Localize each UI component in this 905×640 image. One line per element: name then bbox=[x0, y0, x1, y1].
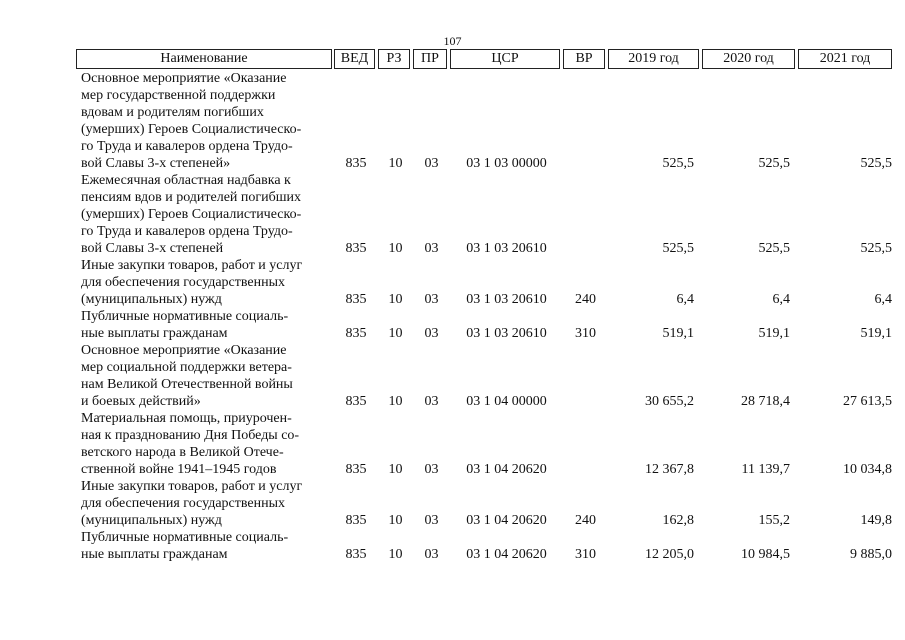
row-pr: 03 bbox=[424, 547, 439, 562]
row-name-line: для обеспечения государственных bbox=[81, 496, 285, 511]
col-header-rz: РЗ bbox=[378, 49, 410, 69]
table-row bbox=[76, 342, 892, 410]
row-name bbox=[76, 308, 334, 342]
row-name-line: Материальная помощь, приурочен- bbox=[81, 411, 292, 426]
row-csr: 03 1 03 20610 bbox=[466, 292, 547, 307]
row-value-2019: 12 367,8 bbox=[645, 462, 694, 477]
row-name bbox=[76, 478, 334, 529]
row-pr: 03 bbox=[424, 462, 439, 477]
row-ved: 835 bbox=[345, 326, 367, 341]
table-row bbox=[76, 308, 892, 342]
row-name bbox=[76, 257, 334, 308]
row-rz: 10 bbox=[388, 394, 403, 409]
col-header-name: Наименование bbox=[76, 49, 332, 69]
row-rz: 10 bbox=[388, 156, 403, 171]
row-value-2019: 12 205,0 bbox=[645, 547, 694, 562]
row-name bbox=[76, 410, 334, 478]
row-rz: 10 bbox=[388, 462, 403, 477]
row-value-2021: 6,4 bbox=[874, 292, 892, 307]
row-pr: 03 bbox=[424, 292, 439, 307]
col-header-vr: ВР bbox=[563, 49, 605, 69]
row-pr: 03 bbox=[424, 513, 439, 528]
row-value-2019: 30 655,2 bbox=[645, 394, 694, 409]
row-csr: 03 1 03 20610 bbox=[466, 326, 547, 341]
row-value-2021: 27 613,5 bbox=[843, 394, 892, 409]
row-name-line: Основное мероприятие «Оказание bbox=[81, 343, 287, 358]
row-csr: 03 1 04 20620 bbox=[466, 462, 547, 477]
row-value-2021: 525,5 bbox=[860, 241, 892, 256]
row-name-line: Публичные нормативные социаль- bbox=[81, 309, 289, 324]
row-name-line: Публичные нормативные социаль- bbox=[81, 530, 289, 545]
table-header bbox=[76, 49, 892, 69]
row-value-2020: 519,1 bbox=[758, 326, 790, 341]
row-name-line: ветского народа в Великой Отече- bbox=[81, 445, 284, 460]
row-name-line: Иные закупки товаров, работ и услуг bbox=[81, 479, 303, 494]
row-name-line: Основное мероприятие «Оказание bbox=[81, 71, 287, 86]
table-row bbox=[76, 529, 892, 563]
table-row bbox=[76, 478, 892, 529]
col-header-ved: ВЕД bbox=[334, 49, 375, 69]
col-header-pr: ПР bbox=[413, 49, 447, 69]
table-body bbox=[76, 70, 892, 563]
row-name-line: Ежемесячная областная надбавка к bbox=[81, 173, 291, 188]
row-name-line: (муниципальных) нужд bbox=[81, 292, 222, 307]
row-ved: 835 bbox=[345, 292, 367, 307]
row-value-2020: 28 718,4 bbox=[741, 394, 790, 409]
row-value-2020: 10 984,5 bbox=[741, 547, 790, 562]
row-vr: 310 bbox=[575, 326, 596, 341]
row-name bbox=[76, 172, 334, 257]
table-row bbox=[76, 410, 892, 478]
row-name-line: ная к празднованию Дня Победы со- bbox=[81, 428, 300, 443]
row-ved: 835 bbox=[345, 241, 367, 256]
table-row bbox=[76, 172, 892, 257]
row-name-line: (муниципальных) нужд bbox=[81, 513, 222, 528]
row-pr: 03 bbox=[424, 156, 439, 171]
row-value-2020: 155,2 bbox=[758, 513, 790, 528]
row-rz: 10 bbox=[388, 241, 403, 256]
row-name-line: Иные закупки товаров, работ и услуг bbox=[81, 258, 303, 273]
row-rz: 10 bbox=[388, 547, 403, 562]
row-vr: 310 bbox=[575, 547, 596, 562]
row-value-2021: 149,8 bbox=[860, 513, 892, 528]
row-name bbox=[76, 70, 334, 172]
row-pr: 03 bbox=[424, 394, 439, 409]
budget-table bbox=[76, 49, 892, 562]
col-header-csr: ЦСР bbox=[450, 49, 560, 69]
row-name-line: вой Славы 3-х степеней bbox=[81, 241, 224, 256]
col-header-2020: 2020 год bbox=[702, 49, 795, 69]
row-value-2019: 525,5 bbox=[662, 156, 694, 171]
col-header-2021: 2021 год bbox=[798, 49, 892, 69]
row-csr: 03 1 04 00000 bbox=[466, 394, 547, 409]
row-rz: 10 bbox=[388, 326, 403, 341]
row-name-line: для обеспечения государственных bbox=[81, 275, 285, 290]
row-csr: 03 1 03 00000 bbox=[466, 156, 547, 171]
row-name-line: (умерших) Героев Социалистическо- bbox=[81, 122, 302, 137]
row-value-2021: 519,1 bbox=[860, 326, 892, 341]
row-value-2019: 162,8 bbox=[662, 513, 694, 528]
row-value-2019: 519,1 bbox=[662, 326, 694, 341]
row-value-2021: 10 034,8 bbox=[843, 462, 892, 477]
row-pr: 03 bbox=[424, 326, 439, 341]
row-name-line: мер государственной поддержки bbox=[81, 88, 276, 103]
row-value-2020: 525,5 bbox=[758, 156, 790, 171]
row-value-2019: 6,4 bbox=[676, 292, 694, 307]
row-value-2020: 525,5 bbox=[758, 241, 790, 256]
row-rz: 10 bbox=[388, 513, 403, 528]
row-csr: 03 1 03 20610 bbox=[466, 241, 547, 256]
row-rz: 10 bbox=[388, 292, 403, 307]
row-name-line: го Труда и кавалеров ордена Трудо- bbox=[81, 224, 293, 239]
row-value-2021: 9 885,0 bbox=[850, 547, 892, 562]
row-value-2019: 525,5 bbox=[662, 241, 694, 256]
table-row bbox=[76, 70, 892, 172]
row-value-2020: 11 139,7 bbox=[741, 462, 790, 477]
row-value-2021: 525,5 bbox=[860, 156, 892, 171]
row-name-line: и боевых действий» bbox=[81, 394, 201, 409]
row-name-line: пенсиям вдов и родителей погибших bbox=[81, 190, 302, 205]
row-name-line: нам Великой Отечественной войны bbox=[81, 377, 293, 392]
col-header-2019: 2019 год bbox=[608, 49, 699, 69]
row-csr: 03 1 04 20620 bbox=[466, 547, 547, 562]
row-ved: 835 bbox=[345, 156, 367, 171]
row-name-line: ные выплаты гражданам bbox=[81, 326, 228, 341]
row-vr: 240 bbox=[575, 513, 596, 528]
row-ved: 835 bbox=[345, 547, 367, 562]
row-pr: 03 bbox=[424, 241, 439, 256]
row-value-2020: 6,4 bbox=[772, 292, 790, 307]
row-ved: 835 bbox=[345, 513, 367, 528]
row-name-line: мер социальной поддержки ветера- bbox=[81, 360, 292, 375]
table-row bbox=[76, 257, 892, 308]
row-name-line: вой Славы 3-х степеней» bbox=[81, 156, 231, 171]
row-ved: 835 bbox=[345, 462, 367, 477]
page-number: 107 bbox=[443, 34, 462, 48]
row-ved: 835 bbox=[345, 394, 367, 409]
row-csr: 03 1 04 20620 bbox=[466, 513, 547, 528]
row-name-line: ные выплаты гражданам bbox=[81, 547, 228, 562]
row-name-line: (умерших) Героев Социалистическо- bbox=[81, 207, 302, 222]
row-name-line: вдовам и родителям погибших bbox=[81, 105, 264, 120]
row-name-line: го Труда и кавалеров ордена Трудо- bbox=[81, 139, 293, 154]
row-name bbox=[76, 342, 334, 410]
row-vr: 240 bbox=[575, 292, 596, 307]
row-name bbox=[76, 529, 334, 563]
row-name-line: ственной войне 1941–1945 годов bbox=[81, 462, 277, 477]
